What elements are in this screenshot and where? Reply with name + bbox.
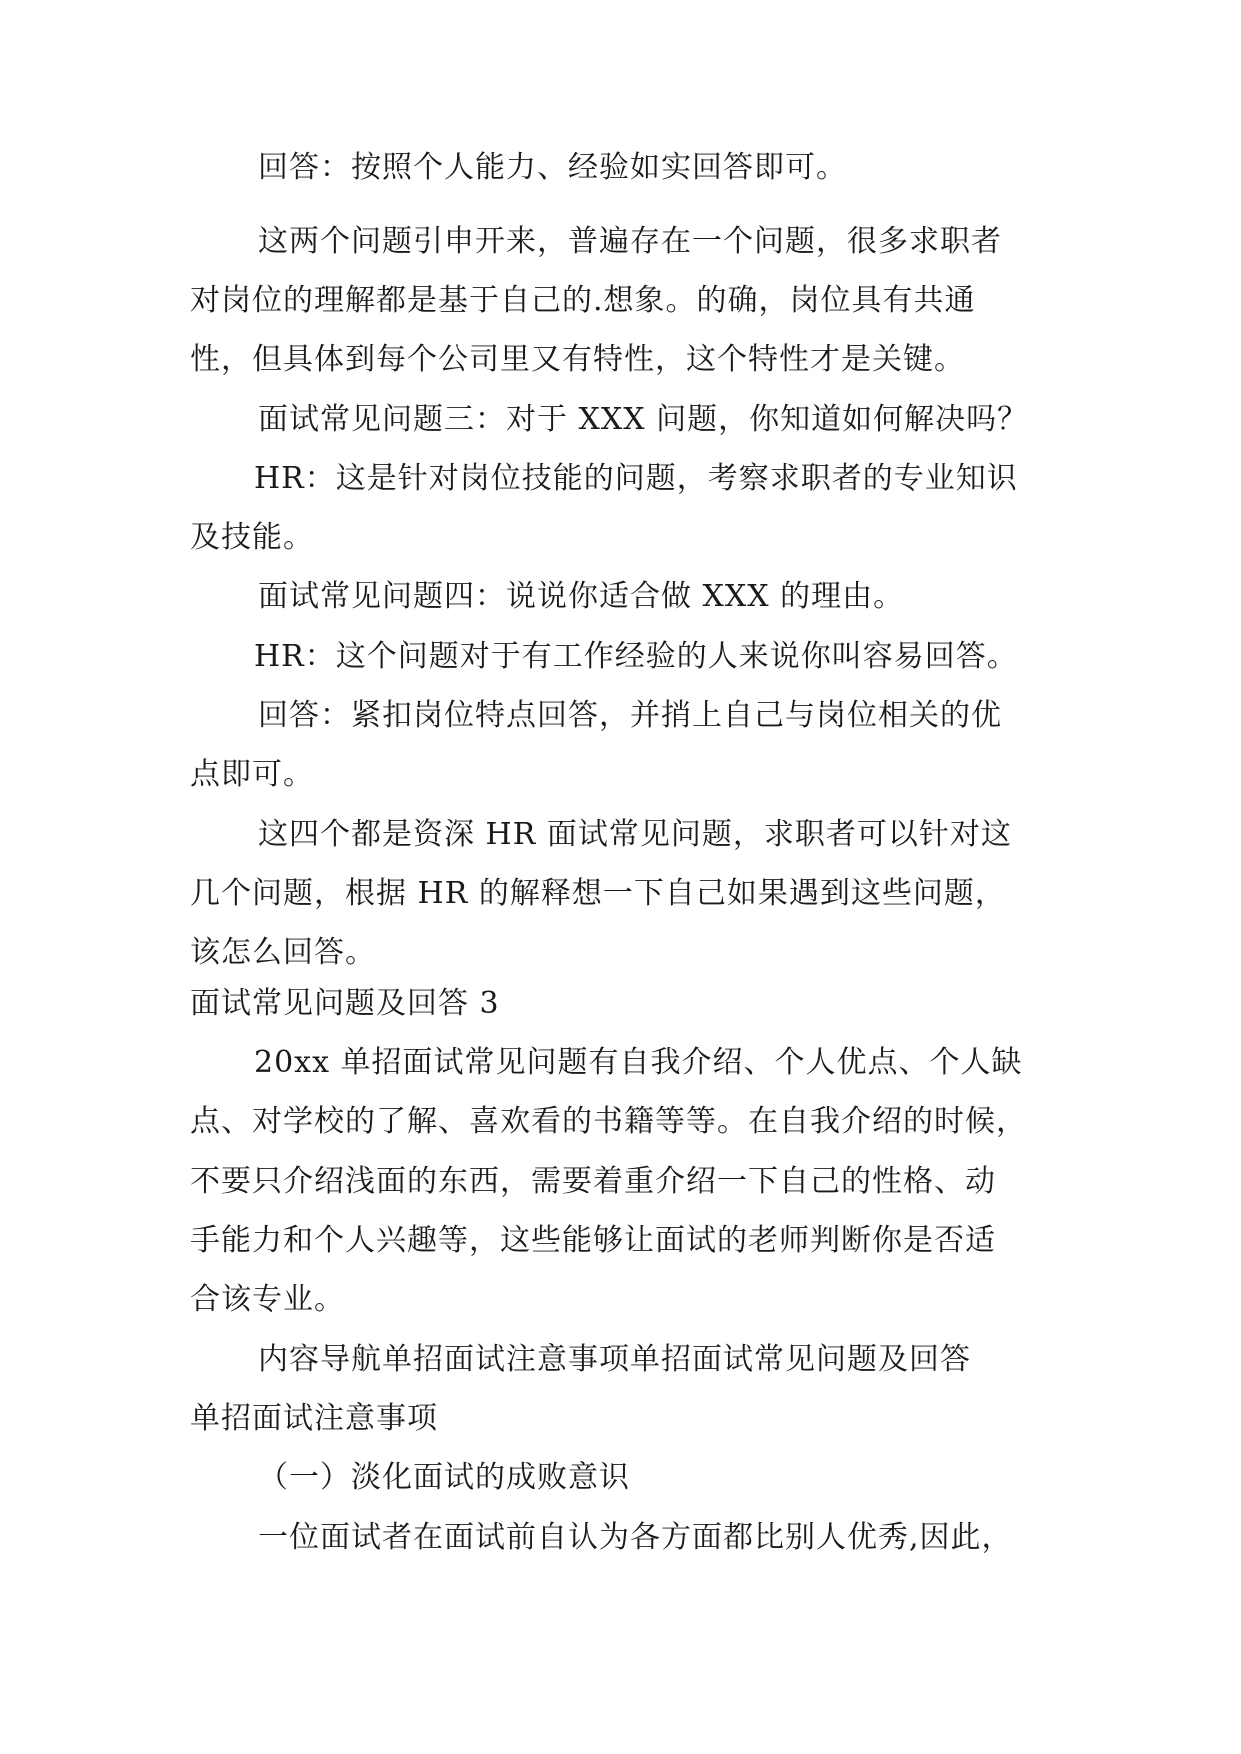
paragraph-line: 对岗位的理解都是基于自己的.想象。的确，岗位具有共通 (190, 283, 976, 318)
paragraph-line: 这四个都是资深 HR 面试常见问题，求职者可以针对这 (258, 817, 1012, 852)
paragraph-line: 该怎么回答。 (190, 935, 376, 970)
paragraph-line: 性，但具体到每个公司里又有特性，这个特性才是关键。 (190, 342, 965, 377)
paragraph-line: 回答：按照个人能力、经验如实回答即可。 (258, 150, 847, 185)
subsection-heading: （一）淡化面试的成败意识 (258, 1460, 630, 1495)
paragraph-line: 20xx 单招面试常见问题有自我介绍、个人优点、个人缺 (254, 1045, 1023, 1080)
paragraph-line: 回答：紧扣岗位特点回答，并捎上自己与岗位相关的优 (258, 698, 1002, 733)
paragraph-line: 点即可。 (190, 757, 314, 792)
paragraph-line: HR：这是针对岗位技能的问题，考察求职者的专业知识 (254, 461, 1018, 496)
paragraph-line: 几个问题，根据 HR 的解释想一下自己如果遇到这些问题， (190, 876, 1006, 911)
paragraph-line: 单招面试注意事项 (190, 1401, 438, 1436)
section-heading: 面试常见问题及回答 3 (190, 986, 500, 1021)
paragraph-line: 点、对学校的了解、喜欢看的书籍等等。在自我介绍的时候， (190, 1104, 1027, 1139)
paragraph-line: 合该专业。 (190, 1282, 345, 1317)
paragraph-line: 手能力和个人兴趣等，这些能够让面试的老师判断你是否适 (190, 1223, 996, 1258)
paragraph-line: 面试常见问题四：说说你适合做 XXX 的理由。 (258, 579, 905, 614)
paragraph-line: 这两个问题引申开来，普遍存在一个问题，很多求职者 (258, 224, 1002, 259)
paragraph-line: 及技能。 (190, 520, 314, 555)
paragraph-line: 内容导航单招面试注意事项单招面试常见问题及回答 (258, 1342, 971, 1377)
paragraph-line: 面试常见问题三：对于 XXX 问题，你知道如何解决吗？ (258, 402, 1029, 437)
paragraph-line: HR：这个问题对于有工作经验的人来说你叫容易回答。 (254, 639, 1018, 674)
paragraph-line: 一位面试者在面试前自认为各方面都比别人优秀,因此， (258, 1520, 1013, 1555)
paragraph-line: 不要只介绍浅面的东西，需要着重介绍一下自己的性格、动 (190, 1164, 996, 1199)
